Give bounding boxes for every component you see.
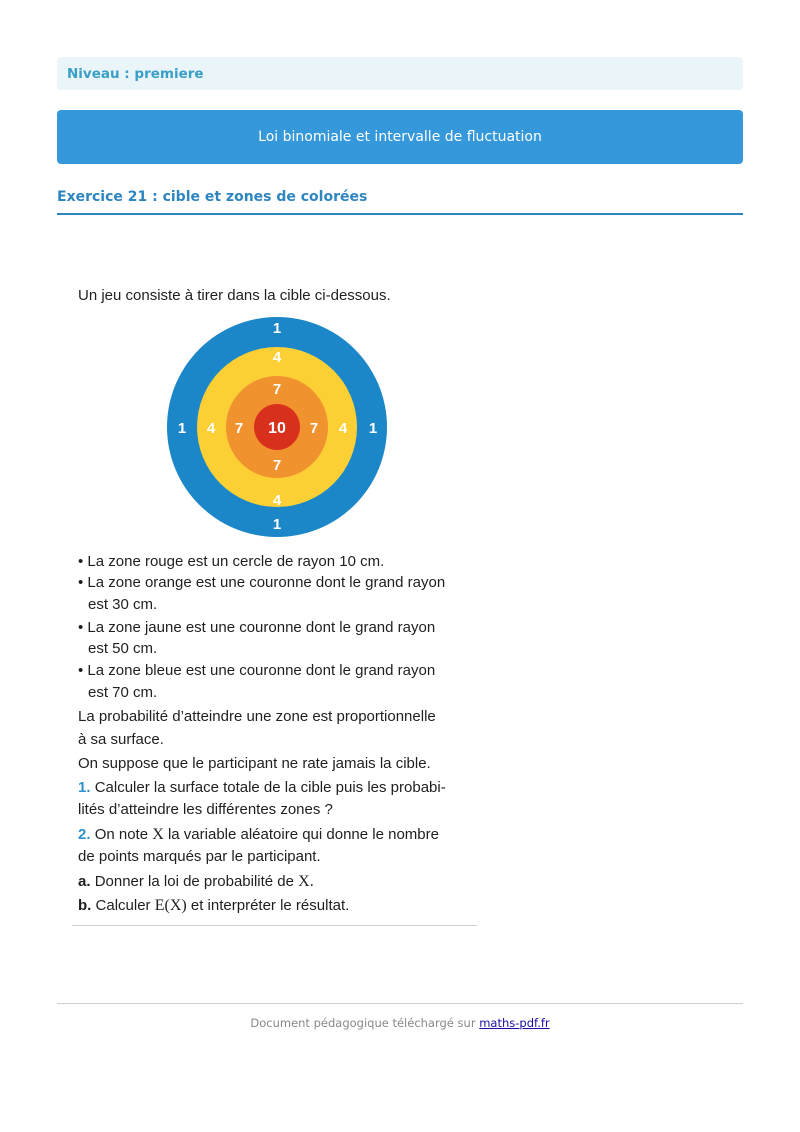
label-orange-left: 7 <box>234 420 244 437</box>
level-banner <box>57 57 743 90</box>
footer-link[interactable]: maths-pdf.fr <box>479 1016 550 1030</box>
label-yellow-bottom: 4 <box>272 492 282 509</box>
question-2b-text: Calculer <box>95 897 151 914</box>
bullet-orange: • La zone orange est une couronne dont le grand rayon <box>78 574 446 591</box>
question-2b-expr: E(X) <box>154 897 187 914</box>
label-orange-right: 7 <box>309 420 319 437</box>
label-orange-bottom: 7 <box>272 457 282 474</box>
exercise-heading <box>57 186 743 215</box>
footer-divider <box>57 1003 743 1004</box>
probability-text-2: à sa surface. <box>78 731 164 748</box>
level-label: Niveau : premiere <box>67 65 204 82</box>
intro-text: Un jeu consiste à tirer dans la cible ci-dessous. <box>78 287 391 304</box>
bullet-red: • La zone rouge est un cercle de rayon 10 cm. <box>78 553 385 570</box>
question-1-text: Calculer la surface totale de la cible puis les probabi- <box>94 779 446 796</box>
exercise-image <box>72 280 477 926</box>
label-blue-top: 1 <box>272 320 282 337</box>
topic-title: Loi binomiale et intervalle de fluctuation <box>258 129 542 145</box>
footer <box>57 1016 743 1030</box>
bullet-blue: • La zone bleue est une couronne dont le grand rayon <box>78 662 436 679</box>
bullet-blue-cont: est 70 cm. <box>88 684 158 701</box>
question-2a <box>78 873 314 891</box>
topic-banner <box>57 110 743 164</box>
label-yellow-top: 4 <box>272 349 282 366</box>
question-1-number: 1. <box>78 779 91 796</box>
label-blue-left: 1 <box>177 420 187 437</box>
bullet-orange-cont: est 30 cm. <box>88 596 158 613</box>
probability-text-1: La probabilité d’atteindre une zone est proportionnelle <box>78 708 436 725</box>
label-yellow-left: 4 <box>206 420 216 437</box>
question-2-post: la variable aléatoire qui donne le nombre <box>167 826 439 843</box>
question-1 <box>78 779 446 796</box>
question-2-number: 2. <box>78 826 91 843</box>
question-2a-label: a. <box>78 873 91 890</box>
question-2b-label: b. <box>78 897 92 914</box>
question-2b <box>78 897 349 915</box>
bullet-yellow: • La zone jaune est une couronne dont le grand rayon <box>78 619 436 636</box>
question-2a-text: Donner la loi de probabilité de <box>94 873 294 890</box>
question-2 <box>78 826 439 844</box>
footer-text: Document pédagogique téléchargé sur <box>250 1016 476 1030</box>
question-2-pre: On note <box>94 826 149 843</box>
question-2-var: X <box>152 826 164 843</box>
question-2-cont: de points marqués par le participant. <box>78 848 321 865</box>
question-1-cont: lités d’atteindre les différentes zones ? <box>78 801 333 818</box>
question-2b-end: et interpréter le résultat. <box>190 897 350 914</box>
bullet-yellow-cont: est 50 cm. <box>88 640 158 657</box>
question-2a-var: X <box>298 873 310 890</box>
label-yellow-right: 4 <box>338 420 348 437</box>
target-diagram <box>166 316 388 538</box>
label-blue-right: 1 <box>368 420 378 437</box>
label-orange-top: 7 <box>272 381 282 398</box>
label-blue-bottom: 1 <box>272 516 282 533</box>
suppose-text: On suppose que le participant ne rate jamais la cible. <box>78 755 431 772</box>
exercise-title: Exercice 21 : cible et zones de colorées <box>57 189 368 205</box>
label-center: 10 <box>268 420 286 437</box>
question-2a-end: . <box>309 873 314 890</box>
